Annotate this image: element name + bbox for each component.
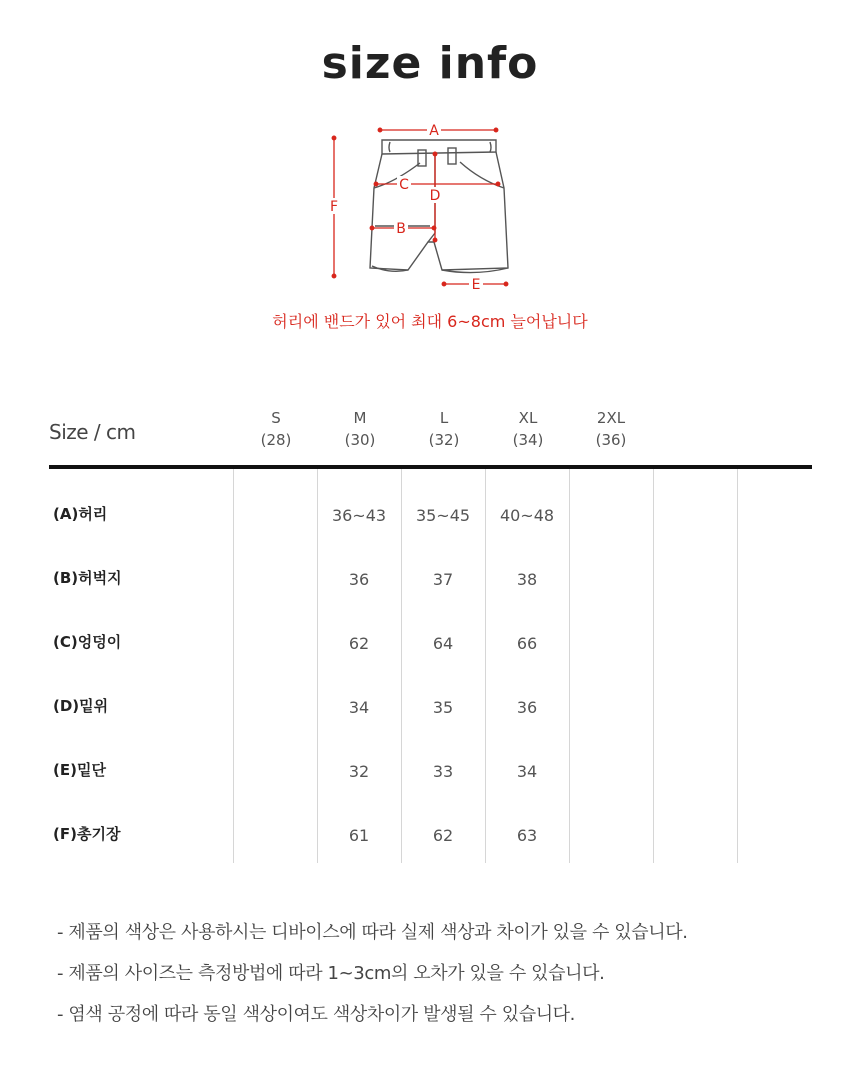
table-cell: 34 bbox=[348, 698, 370, 717]
size-name: S bbox=[271, 409, 281, 427]
size-name: M bbox=[353, 409, 367, 427]
table-cell: 61 bbox=[348, 826, 370, 845]
table-cell: 36~43 bbox=[331, 506, 387, 525]
row-label: (F)총기장 bbox=[53, 825, 121, 843]
size-table-body bbox=[49, 469, 812, 863]
size-col-s bbox=[234, 407, 318, 451]
row-label: (A)허리 bbox=[53, 505, 108, 523]
table-cell: 37 bbox=[432, 570, 454, 589]
size-name: L bbox=[439, 409, 449, 427]
row-label: (B)허벅지 bbox=[53, 569, 122, 587]
size-num: (36) bbox=[595, 431, 627, 449]
size-num: (28) bbox=[260, 431, 292, 449]
label-d: D bbox=[429, 188, 441, 204]
size-name: 2XL bbox=[596, 409, 626, 427]
table-cell: 32 bbox=[348, 762, 370, 781]
table-row bbox=[49, 533, 812, 597]
table-row bbox=[49, 725, 812, 789]
page-title: size info bbox=[321, 38, 539, 89]
table-cell: 36 bbox=[348, 570, 370, 589]
shorts-outline bbox=[370, 140, 508, 273]
size-num: (30) bbox=[344, 431, 376, 449]
table-row bbox=[49, 789, 812, 853]
table-cell: 66 bbox=[516, 634, 538, 653]
size-col-m bbox=[318, 407, 402, 451]
size-col-xl bbox=[486, 407, 570, 451]
table-cell: 63 bbox=[516, 826, 538, 845]
row-label: (C)엉덩이 bbox=[53, 633, 122, 651]
shorts-diagram bbox=[320, 118, 540, 298]
shorts-illustration bbox=[320, 118, 540, 298]
table-cell: 64 bbox=[432, 634, 454, 653]
label-c: C bbox=[399, 177, 409, 193]
footnote: - 제품의 색상은 사용하시는 디바이스에 따라 실제 색상과 차이가 있을 수 있습니다. bbox=[57, 922, 688, 943]
table-cell: 62 bbox=[348, 634, 370, 653]
label-e: E bbox=[471, 277, 481, 293]
table-row bbox=[49, 469, 812, 533]
footnotes bbox=[57, 918, 688, 1041]
table-cell: 34 bbox=[516, 762, 538, 781]
row-label: (E)밑단 bbox=[53, 761, 106, 779]
size-table-header bbox=[49, 402, 812, 464]
header-label: Size / cm bbox=[49, 420, 136, 444]
size-name: XL bbox=[518, 409, 538, 427]
size-num: (34) bbox=[512, 431, 544, 449]
table-cell: 40~48 bbox=[499, 506, 555, 525]
waist-band-note: 허리에 밴드가 있어 최대 6~8cm 늘어납니다 bbox=[272, 312, 588, 331]
table-cell: 38 bbox=[516, 570, 538, 589]
row-label: (D)밑위 bbox=[53, 697, 109, 715]
table-cell: 33 bbox=[432, 762, 454, 781]
footnote: - 염색 공정에 따라 동일 색상이여도 색상차이가 발생될 수 있습니다. bbox=[57, 1004, 575, 1025]
table-cell: 35 bbox=[432, 698, 454, 717]
size-table bbox=[49, 402, 812, 845]
table-cell: 36 bbox=[516, 698, 538, 717]
table-cell: 62 bbox=[432, 826, 454, 845]
label-a: A bbox=[429, 123, 439, 139]
footnote: - 제품의 사이즈는 측정방법에 따라 1~3cm의 오차가 있을 수 있습니다. bbox=[57, 963, 605, 984]
label-f: F bbox=[329, 199, 339, 215]
label-b: B bbox=[396, 221, 406, 237]
table-cell: 35~45 bbox=[415, 506, 471, 525]
table-row bbox=[49, 597, 812, 661]
table-row bbox=[49, 661, 812, 725]
size-num: (32) bbox=[428, 431, 460, 449]
size-col-l bbox=[402, 407, 486, 451]
size-col-2xl bbox=[569, 407, 653, 451]
